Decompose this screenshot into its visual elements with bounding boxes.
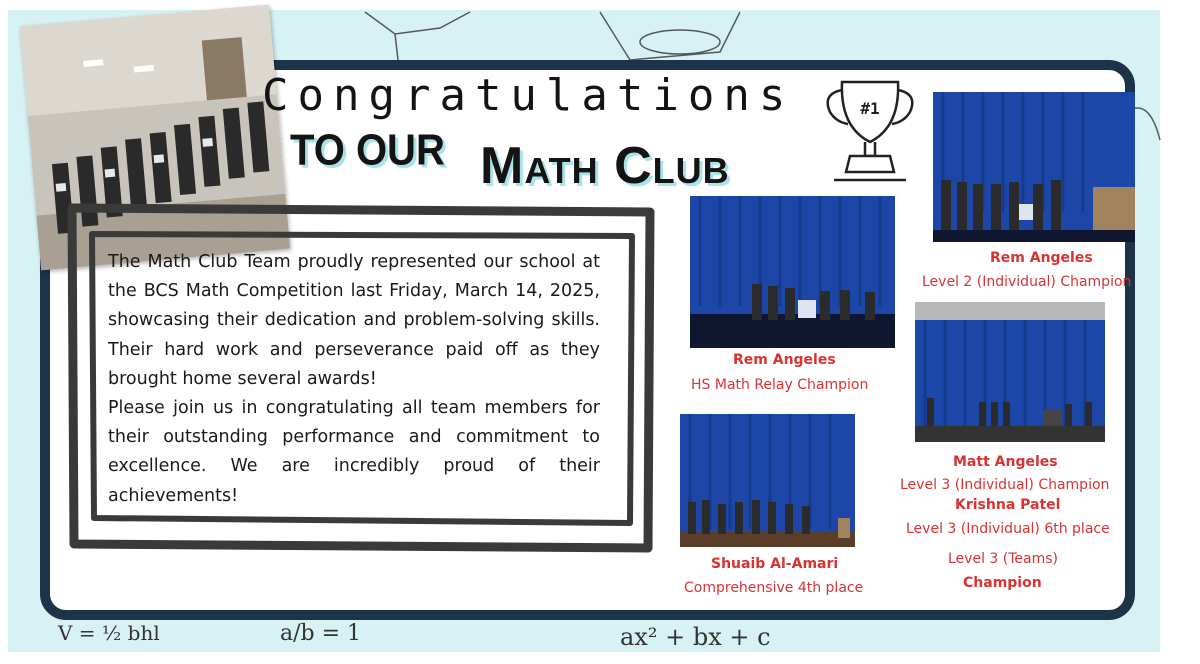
award-4-name: Matt Angeles xyxy=(953,454,1058,470)
formula-volume: V = ½ bhl xyxy=(58,621,160,645)
award-2-name: Rem Angeles xyxy=(990,250,1093,266)
award-photo-relay xyxy=(690,196,895,348)
trophy-icon xyxy=(820,72,920,187)
award-4-title: Level 3 (Individual) Champion xyxy=(900,477,1110,493)
award-5-title: Level 3 (Individual) 6th place xyxy=(906,521,1110,537)
announcement-text xyxy=(108,248,600,511)
announcement-paragraph-2: Please join us in congratulating all team members for their outstanding performance and commitment to excellence. We are incredibly proud of their achievements! xyxy=(108,398,600,506)
award-6-name: Champion xyxy=(963,575,1042,591)
award-photo-comprehensive xyxy=(680,414,855,547)
formula-quadratic: ax² + bx + c xyxy=(620,623,771,651)
award-photo-level3 xyxy=(915,302,1105,442)
heading-to-our: TO OUR xyxy=(290,125,445,175)
award-3-name: Shuaib Al-Amari xyxy=(711,556,839,572)
heading-math-club: Math Club xyxy=(480,137,730,195)
award-5-name: Krishna Patel xyxy=(955,497,1061,513)
formula-ratio: a/b = 1 xyxy=(280,621,362,646)
award-3-title: Comprehensive 4th place xyxy=(684,580,864,596)
award-1-title: HS Math Relay Champion xyxy=(691,377,869,393)
award-2-title: Level 2 (Individual) Champion xyxy=(922,274,1132,290)
award-1-name: Rem Angeles xyxy=(733,352,836,368)
award-photo-level2 xyxy=(933,92,1135,242)
award-6-title: Level 3 (Teams) xyxy=(948,551,1058,567)
announcement-paragraph-1: The Math Club Team proudly represented our school at the BCS Math Competition last Friday, March 14, 2025, showcasing their dedication and problem-solving skills. Their hard work and perseverance paid off as they brought home several awards! xyxy=(108,252,600,389)
heading-congratulations: Congratulations xyxy=(262,70,795,121)
trophy-label: #1 xyxy=(860,99,880,118)
